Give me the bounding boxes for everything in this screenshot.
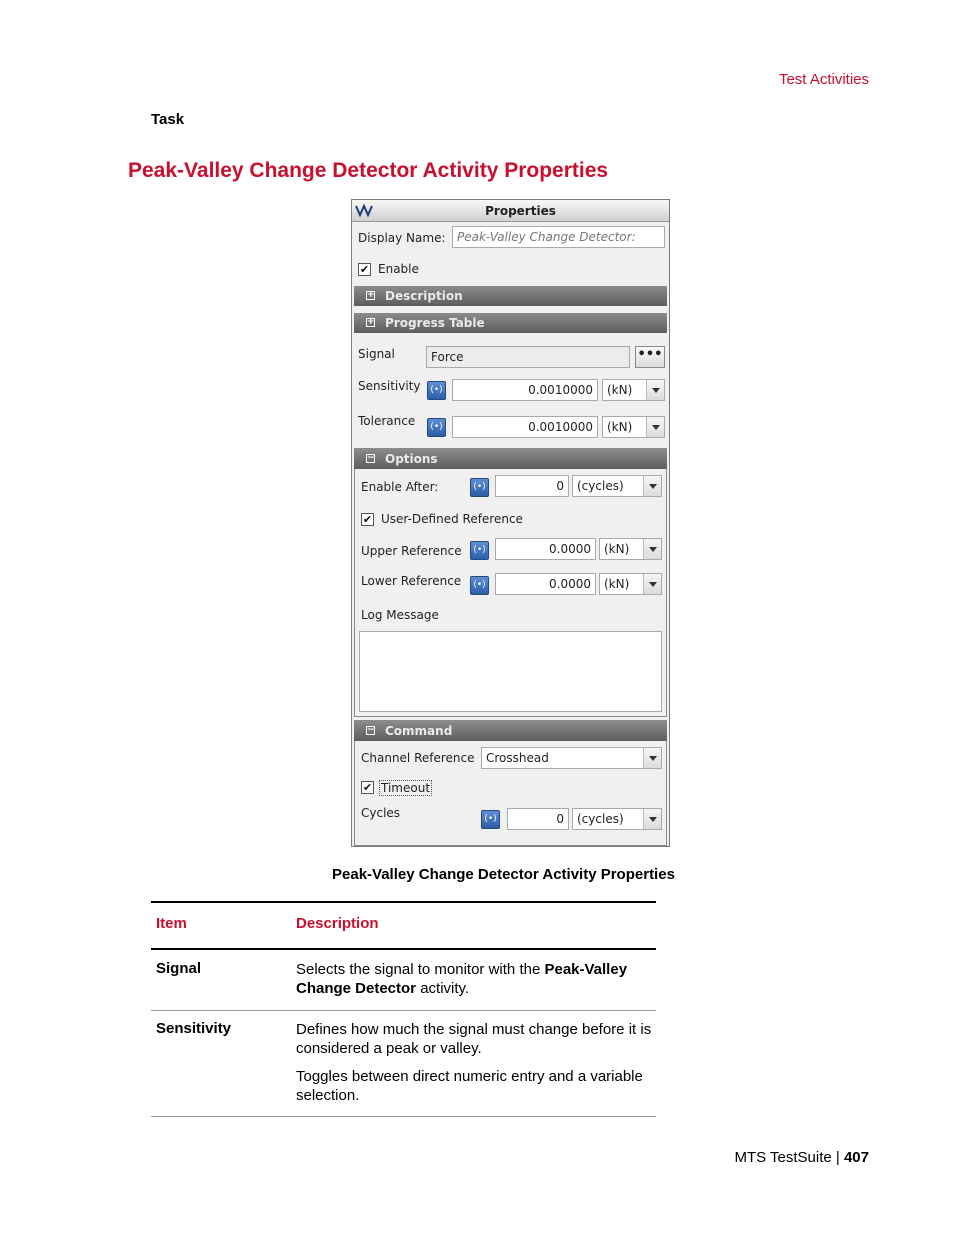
cycles-variable-toggle-icon[interactable]: (•)	[481, 810, 500, 829]
panel-title: Properties	[485, 204, 556, 218]
signal-label: Signal	[358, 347, 395, 361]
description-section-label: Description	[385, 289, 463, 303]
command-section-label: Command	[385, 724, 453, 738]
enable-after-unit-select[interactable]	[572, 475, 662, 497]
tolerance-unit-value: (kN)	[607, 420, 633, 434]
sensitivity-input[interactable]: 0.0010000	[452, 379, 598, 401]
properties-panel	[351, 199, 670, 847]
page-title: Peak-Valley Change Detector Activity Properties	[128, 159, 609, 182]
task-label: Task	[151, 111, 185, 128]
log-message-textarea[interactable]	[359, 631, 662, 712]
tolerance-label: Tolerance	[358, 414, 416, 428]
description-section-header[interactable]	[354, 286, 667, 306]
tolerance-variable-toggle-icon[interactable]: (•)	[427, 418, 446, 437]
upper-reference-label: Upper Reference	[361, 544, 462, 558]
chevron-down-icon	[643, 476, 661, 496]
user-defined-reference-checkbox[interactable]: ✔	[362, 513, 373, 526]
log-message-label: Log Message	[361, 608, 439, 622]
panel-titlebar	[352, 200, 669, 222]
expand-icon: +	[367, 317, 375, 327]
timeout-checkbox[interactable]: ✔	[362, 781, 373, 794]
table-top-rule	[151, 901, 656, 903]
lower-reference-variable-toggle-icon[interactable]: (•)	[470, 576, 489, 595]
enable-after-unit-value: (cycles)	[577, 479, 624, 493]
tolerance-input[interactable]: 0.0010000	[452, 416, 598, 438]
cycles-input[interactable]: 0	[507, 808, 569, 830]
figure-caption: Peak-Valley Change Detector Activity Properties	[332, 866, 675, 883]
description-bold-text: Peak-Valley Change Detector	[296, 961, 628, 997]
table-row-description: Defines how much the signal must change before it is considered a peak or valley.	[296, 1021, 652, 1057]
sensitivity-unit-select[interactable]	[602, 379, 665, 401]
progress-table-section-header[interactable]	[354, 313, 667, 333]
table-row-description-extra: Toggles between direct numeric entry and a variable selection.	[296, 1068, 643, 1104]
channel-reference-select[interactable]	[481, 747, 662, 769]
upper-reference-variable-toggle-icon[interactable]: (•)	[470, 541, 489, 560]
enable-after-input[interactable]: 0	[495, 475, 569, 497]
upper-reference-input[interactable]: 0.0000	[495, 538, 596, 560]
description-text: activity.	[416, 980, 470, 997]
command-section-header[interactable]	[354, 721, 667, 741]
cycles-unit-value: (cycles)	[577, 812, 624, 826]
chevron-down-icon	[643, 539, 661, 559]
channel-reference-label: Channel Reference	[361, 751, 475, 765]
lower-reference-unit-select[interactable]	[599, 573, 662, 595]
chevron-down-icon	[643, 574, 661, 594]
running-header: Test Activities	[778, 71, 869, 88]
collapse-icon: −	[367, 725, 375, 735]
table-header-description: Description	[296, 915, 379, 932]
table-row-rule	[151, 1010, 656, 1011]
page-footer	[734, 1149, 869, 1166]
channel-reference-value: Crosshead	[486, 751, 549, 765]
collapse-icon: −	[367, 453, 375, 463]
display-name-label: Display Name:	[358, 231, 446, 245]
lower-reference-label: Lower Reference	[361, 574, 462, 588]
table-row-item: Signal	[156, 960, 202, 977]
table-bottom-rule	[151, 1116, 656, 1117]
description-text: Selects the signal to monitor with the	[296, 961, 545, 978]
enable-after-variable-toggle-icon[interactable]: (•)	[470, 478, 489, 497]
upper-reference-unit-select[interactable]	[599, 538, 662, 560]
progress-table-section-label: Progress Table	[385, 316, 485, 330]
options-section-label: Options	[385, 452, 438, 466]
table-row-item: Sensitivity	[156, 1020, 232, 1037]
timeout-label: Timeout	[381, 781, 431, 795]
chevron-down-icon	[643, 748, 661, 768]
lower-reference-input[interactable]: 0.0000	[495, 573, 596, 595]
table-header-rule	[151, 948, 656, 950]
table-row-description	[296, 960, 656, 998]
enable-after-label: Enable After:	[361, 480, 439, 494]
page-number: 407	[843, 1149, 869, 1166]
signal-browse-button[interactable]: •••	[635, 346, 665, 368]
footer-product: MTS TestSuite |	[734, 1149, 844, 1166]
sensitivity-label: Sensitivity	[358, 379, 421, 393]
tolerance-unit-select[interactable]	[602, 416, 665, 438]
options-section-header[interactable]	[354, 449, 667, 469]
table-header-item: Item	[156, 915, 187, 932]
chevron-down-icon	[646, 417, 664, 437]
user-defined-reference-label: User-Defined Reference	[381, 512, 523, 526]
sensitivity-variable-toggle-icon[interactable]: (•)	[427, 381, 446, 400]
enable-checkbox[interactable]: ✔	[359, 263, 370, 276]
signal-field[interactable]: Force	[426, 346, 630, 368]
expand-icon: +	[367, 290, 375, 300]
lower-reference-unit-value: (kN)	[604, 577, 630, 591]
upper-reference-unit-value: (kN)	[604, 542, 630, 556]
chevron-down-icon	[643, 809, 661, 829]
cycles-unit-select[interactable]	[572, 808, 662, 830]
display-name-field[interactable]: Peak-Valley Change Detector:	[452, 226, 665, 248]
enable-label: Enable	[378, 262, 419, 276]
cycles-label: Cycles	[361, 806, 401, 820]
sensitivity-unit-value: (kN)	[607, 383, 633, 397]
chevron-down-icon	[646, 380, 664, 400]
